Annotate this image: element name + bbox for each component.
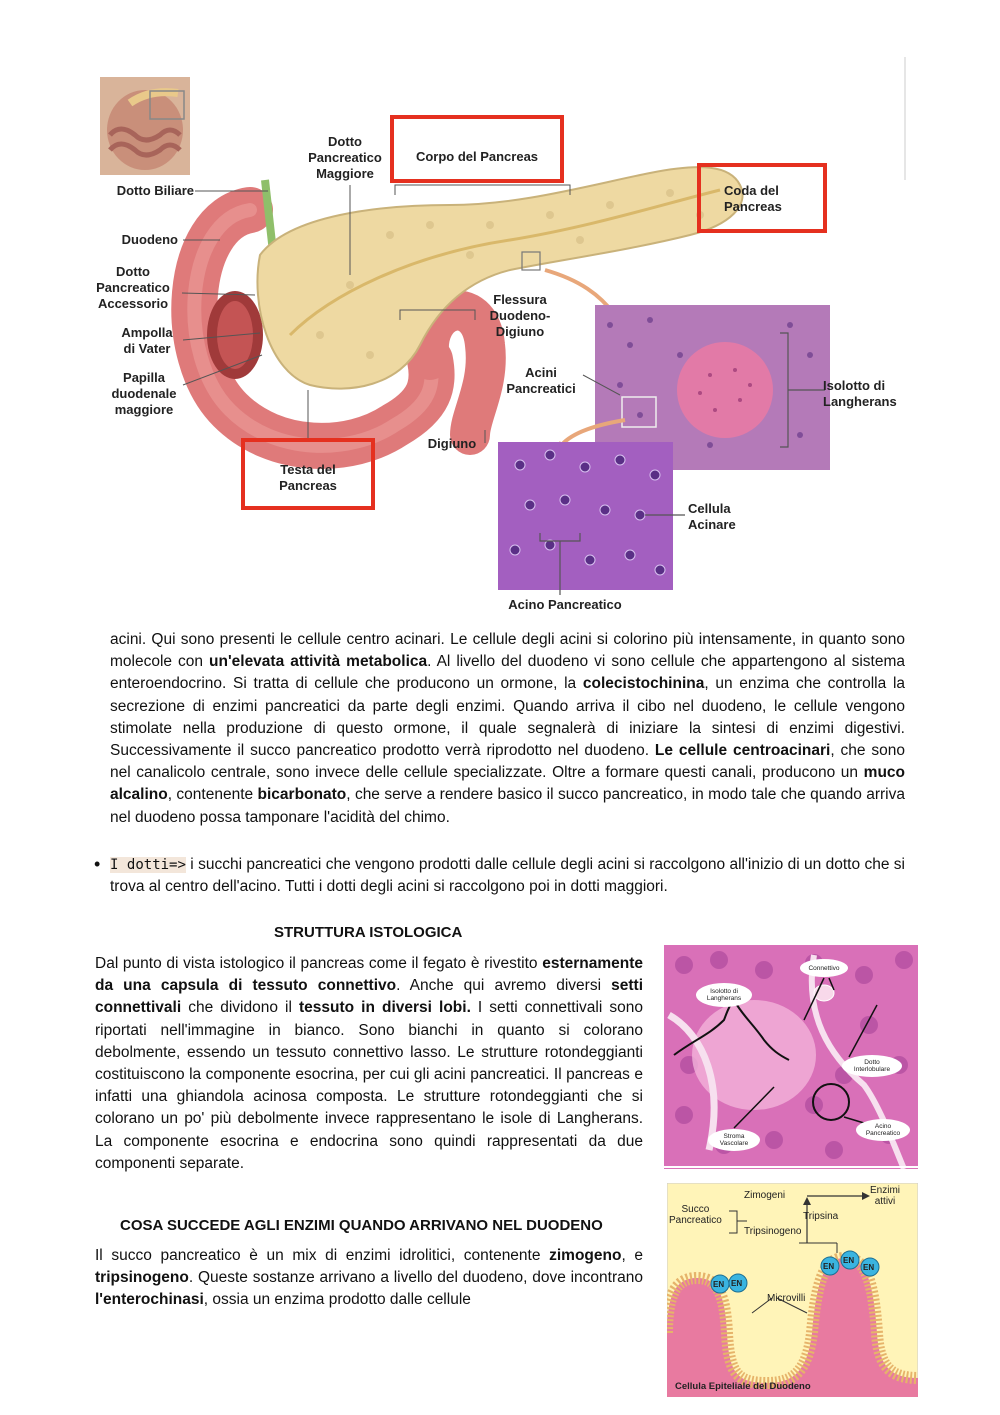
label-acino-pancreatico: Acino Pancreatico	[508, 597, 622, 612]
label-dotto-biliare: Dotto Biliare	[116, 183, 194, 198]
label-tripsinogeno: Tripsinogeno	[744, 1226, 802, 1237]
label-isolotto: Isolotto di Langherans	[823, 378, 897, 409]
label-dotto-accessorio: Dotto Pancreatico Accessorio	[96, 264, 170, 311]
label-ampolla: Ampolla di Vater	[121, 325, 173, 356]
highlight-dotti: I dotti=>	[110, 857, 186, 873]
label-acini: Acini Pancreatici	[506, 365, 576, 396]
label-cellula-epiteliale: Cellula Epiteliale del Duodeno	[675, 1381, 811, 1392]
histology-figure	[664, 945, 918, 1169]
label-microvilli: Microvilli	[767, 1293, 806, 1304]
label-dotto-maggiore: Dotto Pancreatico Maggiore	[308, 134, 382, 181]
label-coda: Coda del Pancreas	[724, 183, 782, 214]
bubble-stroma: Stroma Vascolare	[708, 1129, 760, 1151]
bubble-isolotto: Isolotto di Langherans	[696, 983, 752, 1007]
label-digiuno: Digiuno	[427, 436, 477, 451]
bullet-dotti: I dotti=> i succhi pancreatici che vengono prodotti dalle cellule degli acini si raccolgono all'inizio di un dotto che si trova al centro dell'acino. Tutti i dotti degli acini si raccolgono poi in dotti maggiori.	[110, 856, 905, 896]
en-enzyme-4: EN	[843, 1256, 855, 1265]
paragraph-enzimi: Il succo pancreatico è un mix di enzimi idrolitici, contenente zimogeno, e tripsinogeno. Queste sostanze arrivano a livello del duodeno, dove incontrano l'enterochinasi, ossia un enzima prodotto dalle cellule	[95, 1247, 644, 1309]
en-enzyme-3: EN	[823, 1262, 835, 1271]
en-enzyme-1: EN	[713, 1280, 725, 1289]
label-succo: Succo Pancreatico	[669, 1204, 722, 1226]
bubble-acino: Acino Pancreatico	[856, 1119, 910, 1141]
label-corpo: Corpo del Pancreas	[415, 149, 539, 164]
label-flessura: Flessura Duodeno- Digiuno	[489, 292, 551, 339]
en-enzyme-2: EN	[731, 1279, 743, 1288]
label-cellula-acinare: Cellula Acinare	[688, 501, 736, 532]
label-papilla: Papilla duodenale maggiore	[111, 370, 177, 417]
heading-enzimi: COSA SUCCEDE AGLI ENZIMI QUANDO ARRIVANO NEL DUODENO	[120, 1217, 603, 1234]
bubble-connettivo: Connettivo	[800, 959, 848, 977]
label-testa: Testa del Pancreas	[279, 462, 337, 493]
en-enzyme-5: EN	[863, 1263, 875, 1272]
enzyme-figure	[667, 1183, 918, 1397]
bullet-marker: •	[94, 854, 101, 874]
bubble-dotto: Dotto Interlobulare	[842, 1055, 902, 1077]
pancreas-figure	[90, 55, 910, 615]
label-tripsina: Tripsina	[803, 1211, 839, 1222]
paragraph-acini: acini. Qui sono presenti le cellule centro acinari. Le cellule degli acini si colorino più intensamente, in quanto sono molecole con un'elevata attività metabolica. Al livello del duodeno vi sono cellule che appartengono al sistema enteroendocrino. Si tratta di cellule che producono un ormone, la colecistochinina, un enzima che controlla la secrezione di enzimi pancreatici da parte degli enzimi. Quando arriva il cibo nel duodeno, le cellule vengono stimolate nella produzione di questo ormone, il quale segnalerà di iniziare la sintesi di enzimi digestivi. Successivamente il succo pancreatico prodotto verrà riprodotto nel duodeno. Le cellule centroacinari, che sono nel canalicolo centrale, sono invece delle cellule specializzate. Oltre a formare questi canali, producono un muco alcalino, contenente bicarbonato, che serve a rendere basico il succo pancreatico, in modo tale che quando arriva nel duodeno possa tamponare l'acidità del chimo.	[110, 631, 906, 826]
label-zimogeni: Zimogeni	[744, 1190, 786, 1201]
paragraph-istologia: Dal punto di vista istologico il pancreas come il fegato è rivestito esternamente da una capsula di tessuto connettivo. Anche qui avremo diversi setti connettivali che dividono il tessuto in diversi lobi. I setti connettivali sono riportati nell'immagine in bianco. Sono bianchi in quanto si colorano debolmente, essendo un tessuto connettivo lasso. Le strutture rotondeggianti costituiscono la componente esocrina, per cui gli acini pancreatici. Il pancreas e infatti una ghiandola acinosa composta. Le strutture rotondeggianti che si colorano un po' più debolmente invece rappresentano le isole di Langherans. La componente esocrina e endocrina sono quindi rappresentati da due componenti separate.	[95, 955, 643, 1172]
heading-struttura: STRUTTURA ISTOLOGICA	[274, 924, 463, 941]
label-enzimi-attivi: Enzimi attivi	[870, 1185, 901, 1207]
label-duodeno: Duodeno	[121, 232, 178, 247]
